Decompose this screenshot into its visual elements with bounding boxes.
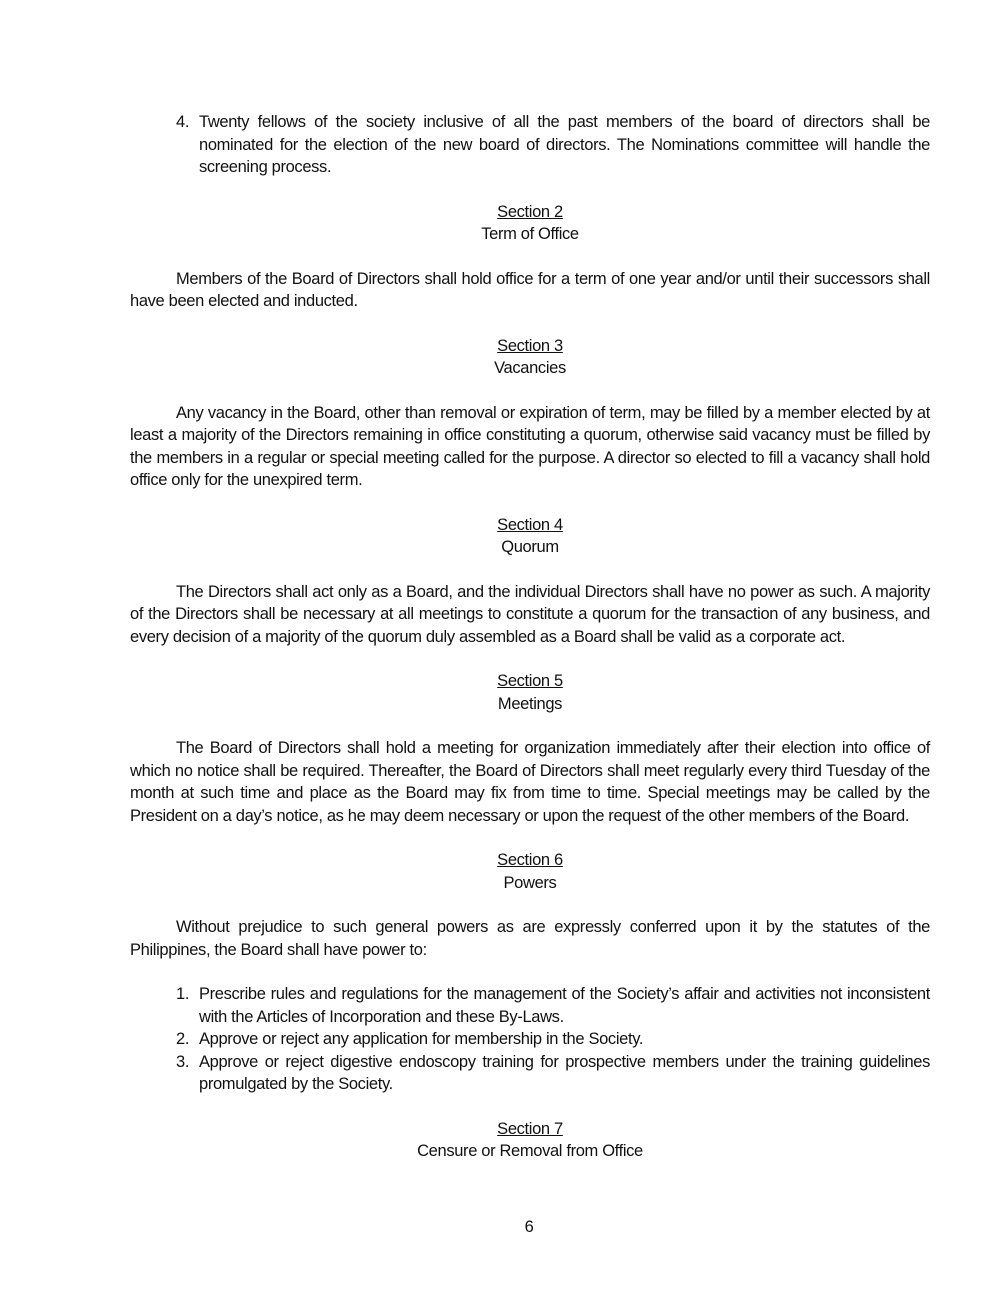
section-heading-5 — [130, 670, 930, 715]
list-item — [130, 1051, 930, 1096]
section-title: Powers — [503, 873, 557, 892]
section-title: Quorum — [501, 538, 559, 556]
section-heading-2 — [130, 201, 930, 246]
list-item-text: Prescribe rules and regulations for the management of the Society’s affair and activities not inconsistent with the Articles of Incorporation and these By-Laws. — [199, 985, 930, 1026]
section-heading-7 — [130, 1118, 930, 1163]
section-paragraph: The Directors shall act only as a Board, and the individual Directors shall have no power as such. A majority of the Directors shall be necessary at all meetings to constitute a quorum for the transaction of any business, and every decision of a majority of the quorum duly assembled as a Board shall be valid as a corporate act. — [130, 582, 930, 646]
section-paragraph: Without prejudice to such general powers as are expressly conferred upon it by the statutes of the Philippines, the Board shall have power to: — [130, 918, 930, 959]
document-page — [130, 111, 930, 1185]
list-item — [130, 111, 930, 179]
section-label: Section 5 — [497, 672, 563, 690]
powers-list — [130, 983, 930, 1096]
section-title: Meetings — [497, 694, 563, 713]
section-paragraph: Any vacancy in the Board, other than removal or expiration of term, may be filled by a member elected by at least a majority of the Directors remaining in office constituting a quorum, otherwise said vacancy must be filled by the members in a regular or special meeting called for the purpose. A director so elected to fill a vacancy shall hold office only for the unexpired term. — [130, 403, 930, 489]
section-label: Section 6 — [497, 851, 563, 869]
section-paragraph: The Board of Directors shall hold a meeting for organization immediately after their election into office of which no notice shall be required. Thereafter, the Board of Directors shall meet regularly every third Tuesday of the month at such time and place as the Board may fix from time to time. Special meetings may be called by the President on a day’s notice, as he may deem necessary or upon the request of the other members of the Board. — [130, 739, 930, 825]
section-label: Section 7 — [497, 1119, 563, 1138]
list-item-number: 3. — [176, 1052, 190, 1071]
list-item-number: 2. — [176, 1030, 190, 1048]
section-title: Vacancies — [494, 359, 566, 377]
section-label: Section 3 — [497, 336, 563, 355]
section-heading-4 — [130, 514, 930, 559]
intro-list — [130, 111, 930, 179]
list-item-number: 1. — [176, 985, 190, 1003]
list-item-text: Approve or reject any application for membership in the Society. — [199, 1030, 644, 1048]
section-title: Term of Office — [481, 225, 579, 243]
section-title: Censure or Removal from Office — [417, 1142, 643, 1160]
list-spacer — [130, 961, 930, 983]
list-item — [130, 1028, 930, 1051]
list-item-text: Approve or reject digestive endoscopy training for prospective members under the training guidelines promulgated by the Society. — [199, 1052, 930, 1093]
page-number: 6 — [524, 1218, 534, 1236]
list-item-number: 4. — [176, 113, 190, 131]
section-paragraph: Members of the Board of Directors shall hold office for a term of one year and/or until their successors shall have been elected and inducted. — [130, 269, 930, 310]
section-heading-6 — [130, 849, 930, 894]
list-item — [130, 983, 930, 1028]
list-item-text: Twenty fellows of the society inclusive of all the past members of the board of directors shall be nominated for the election of the new board of directors. The Nominations committee will handle the screening process. — [199, 113, 930, 176]
section-label: Section 4 — [497, 515, 563, 534]
section-heading-3 — [130, 335, 930, 380]
section-label: Section 2 — [497, 202, 563, 221]
